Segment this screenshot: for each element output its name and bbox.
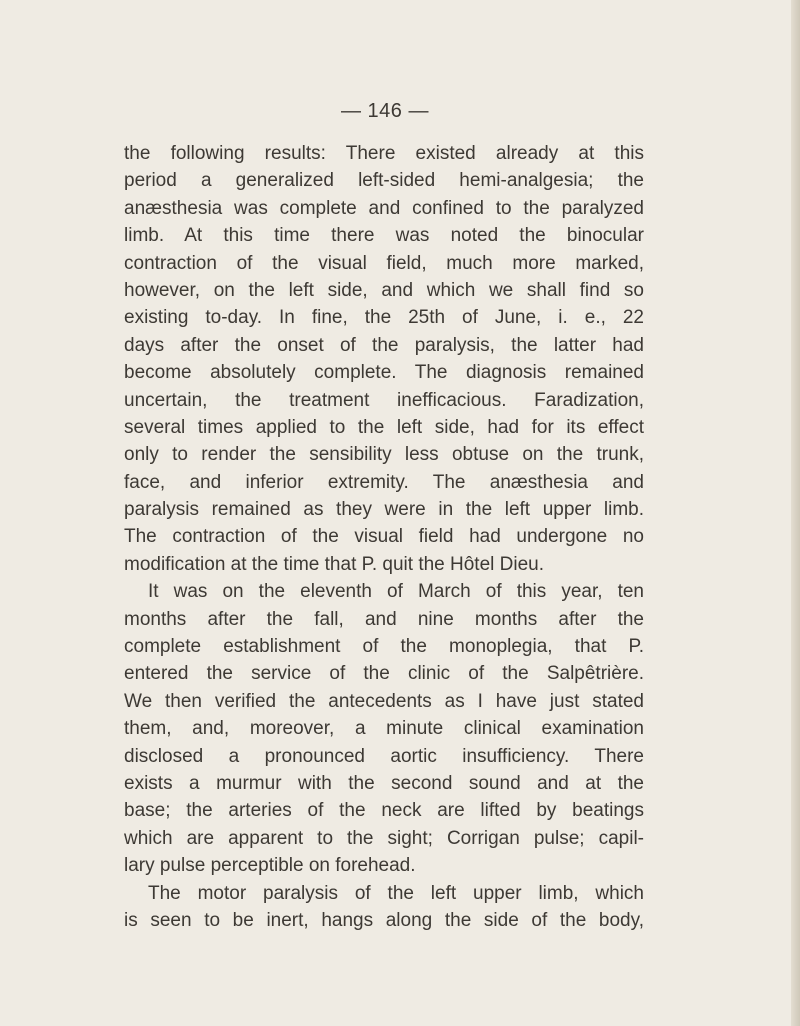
text-line: It was on the eleventh of March of this year, ten — [148, 581, 644, 603]
text-line: modification at the time that P. quit the Hôtel Dieu. — [124, 553, 544, 575]
text-line: The motor paralysis of the left upper limb, which — [148, 882, 644, 904]
text-line: several times applied to the left side, had for its effect — [124, 416, 644, 438]
text-line: them, and, moreover, a minute clinical examination — [124, 718, 644, 740]
text-line: The contraction of the visual field had undergone no — [124, 526, 644, 548]
text-line: contraction of the visual field, much more marked, — [124, 252, 644, 274]
text-line: complete establishment of the monoplegia, that P. — [124, 636, 644, 658]
text-line: anæsthesia was complete and confined to the paralyzed — [124, 197, 644, 219]
text-line: lary pulse perceptible on forehead. — [124, 855, 416, 877]
text-line: exists a murmur with the second sound and at the — [124, 772, 644, 794]
text-line: existing to-day. In fine, the 25th of June, i. e., 22 — [124, 307, 644, 329]
text-line: uncertain, the treatment inefficacious. Faradization, — [124, 389, 644, 411]
text-line: base; the arteries of the neck are lifted by beatings — [124, 800, 644, 822]
page-number: — 146 — — [341, 100, 429, 122]
text-line: face, and inferior extremity. The anæsthesia and — [124, 471, 644, 493]
text-line: months after the fall, and nine months after the — [124, 608, 644, 630]
text-line: the following results: There existed already at this — [124, 143, 644, 164]
page-edge — [791, 0, 800, 1026]
text-line: disclosed a pronounced aortic insufficiency. There — [124, 745, 644, 767]
text-line: is seen to be inert, hangs along the side of the body, — [124, 909, 644, 931]
text-line: period a generalized left-sided hemi-analgesia; the — [124, 170, 644, 192]
body-text — [124, 140, 644, 934]
text-line: days after the onset of the paralysis, the latter had — [124, 334, 644, 356]
text-line: entered the service of the clinic of the Salpêtrière. — [124, 663, 644, 685]
text-line: limb. At this time there was noted the binocular — [124, 225, 644, 247]
text-line: however, on the left side, and which we shall find so — [124, 279, 644, 301]
text-line: become absolutely complete. The diagnosis remained — [124, 362, 644, 384]
text-line: We then verified the antecedents as I have just stated — [124, 690, 644, 712]
text-line: paralysis remained as they were in the left upper limb. — [124, 499, 644, 521]
text-line: which are apparent to the sight; Corrigan pulse; capil- — [124, 827, 644, 849]
text-line: only to render the sensibility less obtuse on the trunk, — [124, 444, 644, 466]
